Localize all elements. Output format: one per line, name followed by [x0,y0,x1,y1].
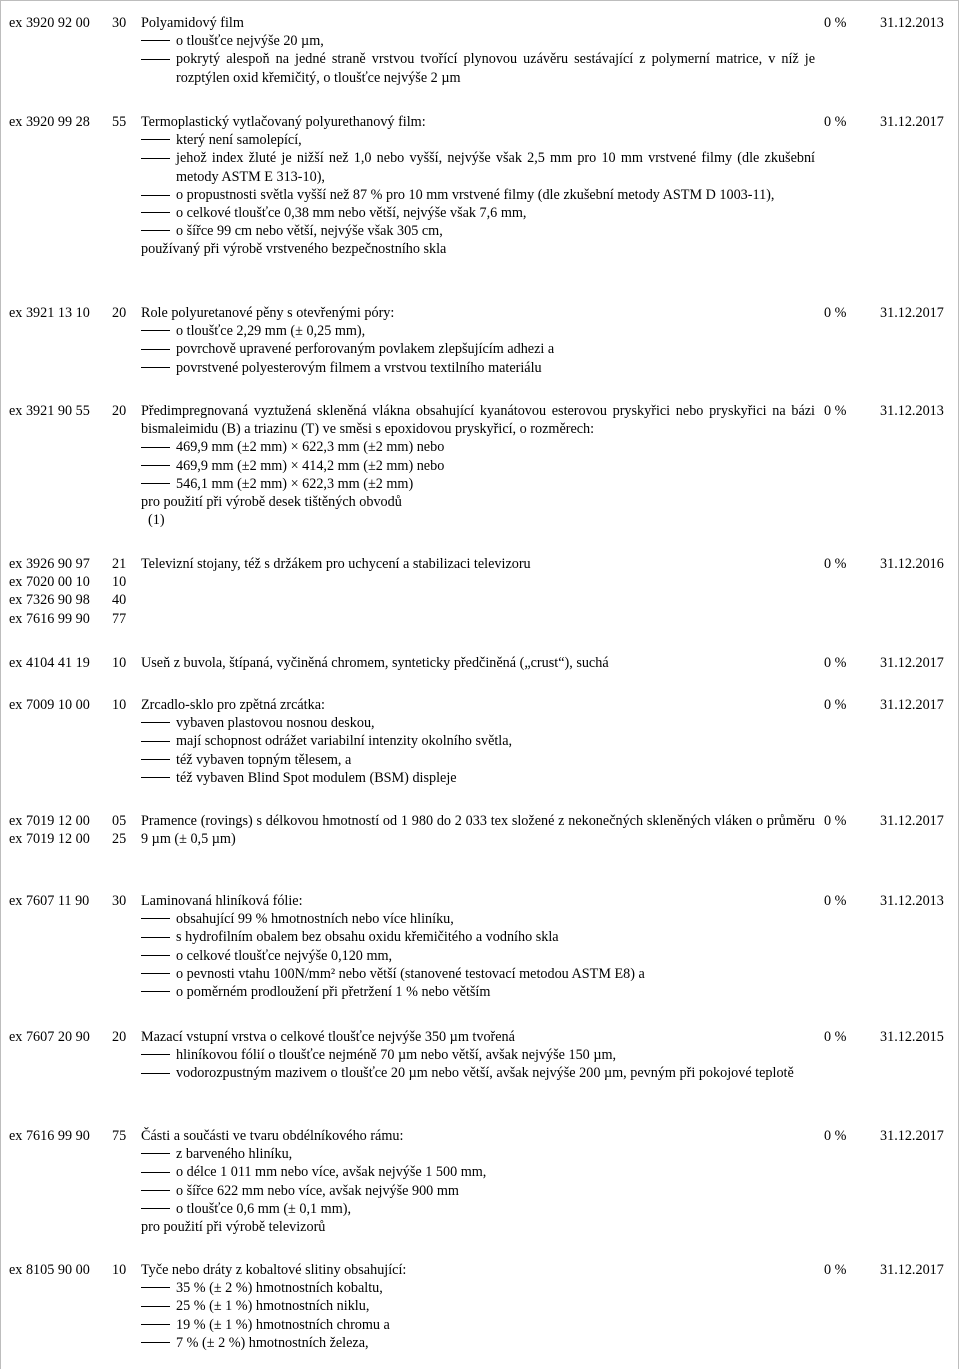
cn-code-cell [9,1028,107,1046]
description-item: o tloušťce 2,29 mm (± 0,25 mm), [141,322,815,340]
review-date: 31.12.2017 [880,655,944,671]
cn-code: ex 7019 12 00 [9,831,90,848]
description-cell [141,113,815,259]
review-date: 31.12.2017 [880,1262,944,1278]
taric-code: 20 [112,403,127,419]
cn-code: ex 7607 11 90 [9,893,90,909]
description-item: 546,1 mm (±2 mm) × 622,3 mm (±2 mm) [141,475,815,493]
description-cell [141,304,815,377]
taric-cell [112,113,134,131]
description-item: 25 % (± 1 %) hmotnostních niklu, [141,1297,815,1315]
dash-icon [141,1190,170,1191]
description-cell [141,892,815,1001]
description-title: Části a součásti ve tvaru obdélníkového rámu: [141,1128,404,1144]
description-item: 35 % (± 2 %) hmotnostních kobaltu, [141,1279,815,1297]
cn-code-cell [9,696,107,714]
cn-code-cell [9,14,107,32]
cn-code-cell [9,1127,107,1145]
dash-icon [141,483,170,484]
dash-icon [141,955,170,956]
review-date: 31.12.2013 [880,403,944,419]
taric-code: 30 [112,893,127,909]
review-date: 31.12.2017 [880,1128,944,1144]
description-item: o šířce 622 mm nebo více, avšak nejvýše 900 mm [141,1182,815,1200]
dash-icon [141,349,170,350]
description-item: pokrytý alespoň na jedné straně vrstvou tvořící plynovou uzávěru sestávající z polymerní matrice, v níž je rozptýlen oxid křemičitý, o tloušťce nejvýše 2 µm [141,50,815,86]
description-item: 19 % (± 1 %) hmotnostních chromu a [141,1316,815,1334]
taric-code: 10 [112,1262,127,1278]
dash-icon [141,59,170,60]
dash-icon [141,722,170,723]
description-cell [141,654,815,672]
description-item: vodorozpustným mazivem o tloušťce 20 µm nebo větší, avšak nejvýše 200 µm, pevným při pokojové teplotě [141,1064,815,1082]
description-item: z barveného hliníku, [141,1145,815,1163]
cn-code: ex 3926 90 97 [9,556,90,572]
description-footer: pro použití při výrobě televizorů [141,1219,326,1236]
description-item: též vybaven topným tělesem, a [141,751,815,769]
cn-code: ex 8105 90 00 [9,1262,90,1278]
description-cell [141,1127,815,1236]
description-title: Termoplastický vytlačovaný polyurethanový film: [141,114,426,130]
description-item: povrchově upravené perforovaným povlakem zlepšujícím adhezi a [141,340,815,358]
description-item: též vybaven Blind Spot modulem (BSM) displeje [141,769,815,787]
duty-rate: 0 % [824,697,847,713]
taric-code: 10 [112,574,127,591]
taric-cell [112,812,134,848]
description-item: o poměrném prodloužení při přetržení 1 % nebo větším [141,983,815,1001]
description-title: Tyče nebo dráty z kobaltové slitiny obsahující: [141,1262,407,1278]
review-date: 31.12.2017 [880,305,944,321]
dash-icon [141,1342,170,1343]
dash-icon [141,40,170,41]
cn-code-cell [9,555,107,628]
description-title: Předimpregnovaná vyztužená skleněná vlákna obsahující kyanátovou esterovou pryskyřici nebo pryskyřici na bázi bismaleimidu (B) a triazinu (T) ve směsi s epoxidovou pryskyřicí, o rozměrech: [141,403,815,438]
description-item: o tloušťce 0,6 mm (± 0,1 mm), [141,1200,815,1218]
footnote-reference: (1) [148,512,165,529]
dash-icon [141,1073,170,1074]
dash-icon [141,777,170,778]
cn-code: ex 4104 41 19 [9,655,90,671]
cn-code-cell [9,1261,107,1279]
taric-code: 25 [112,831,127,848]
description-cell [141,696,815,787]
cn-code: ex 7020 00 10 [9,574,90,591]
dash-icon [141,937,170,938]
dash-icon [141,1306,170,1307]
cn-code-cell [9,113,107,131]
dash-icon [141,759,170,760]
dash-icon [141,330,170,331]
duty-rate: 0 % [824,556,847,572]
description-title: Pramence (rovings) s délkovou hmotností od 1 980 do 2 033 tex složené z nekonečných skleněných vláken o průměru 9 µm (± 0,5 µm) [141,813,815,848]
description-title: Zrcadlo-sklo pro zpětná zrcátka: [141,697,325,713]
description-item: o celkové tloušťce nejvýše 0,120 mm, [141,947,815,965]
review-date: 31.12.2016 [880,556,944,572]
dash-icon [141,1054,170,1055]
review-date: 31.12.2017 [880,813,944,829]
cn-code-cell [9,304,107,322]
description-title: Laminovaná hliníková fólie: [141,893,303,909]
description-item: jehož index žluté je nižší než 1,0 nebo vyšší, nejvýše však 2,5 mm pro 10 mm vrstvené filmy (dle zkušební metody ASTM E 313-10), [141,149,815,185]
taric-code: 21 [112,556,127,572]
description-item: o pevnosti vtahu 100N/mm² nebo větší (stanovené testovací metodou ASTM E8) a [141,965,815,983]
cn-code-cell [9,654,107,672]
description-cell [141,1028,815,1083]
description-item: který není samolepící, [141,131,815,149]
duty-rate: 0 % [824,655,847,671]
taric-code: 05 [112,813,127,829]
description-title: Polyamidový film [141,15,244,31]
description-cell [141,14,815,87]
description-item: o celkové tloušťce 0,38 mm nebo větší, nejvýše však 7,6 mm, [141,204,815,222]
taric-code: 40 [112,592,127,609]
cn-code: ex 7009 10 00 [9,697,90,713]
description-item: povrstvené polyesterovým filmem a vrstvou textilního materiálu [141,359,815,377]
description-title: Mazací vstupní vrstva o celkové tloušťce nejvýše 350 µm tvořená [141,1029,515,1045]
taric-code: 10 [112,655,127,671]
duty-rate: 0 % [824,1029,847,1045]
review-date: 31.12.2013 [880,15,944,31]
review-date: 31.12.2015 [880,1029,944,1045]
taric-cell [112,1028,134,1046]
cn-code: ex 7019 12 00 [9,813,90,829]
taric-cell [112,402,134,420]
description-cell [141,555,815,573]
description-item: hliníkovou fólií o tloušťce nejméně 70 µm nebo větší, avšak nejvýše 150 µm, [141,1046,815,1064]
taric-cell [112,555,134,628]
duty-rate: 0 % [824,15,847,31]
cn-code: ex 3921 13 10 [9,305,90,321]
description-footer: pro použití při výrobě desek tištěných obvodů [141,494,402,511]
cn-code: ex 3921 90 55 [9,403,90,419]
taric-cell [112,696,134,714]
cn-code: ex 7326 90 98 [9,592,90,609]
taric-cell [112,1127,134,1145]
dash-icon [141,195,170,196]
duty-rate: 0 % [824,813,847,829]
taric-cell [112,304,134,322]
taric-code: 10 [112,697,127,713]
description-item: 7 % (± 2 %) hmotnostních železa, [141,1334,815,1352]
description-item: o tloušťce nejvýše 20 µm, [141,32,815,50]
taric-cell [112,892,134,910]
duty-rate: 0 % [824,403,847,419]
dash-icon [141,1287,170,1288]
cn-code-cell [9,892,107,910]
description-item: obsahující 99 % hmotnostních nebo více hliníku, [141,910,815,928]
cn-code: ex 7616 99 90 [9,1128,90,1144]
taric-code: 77 [112,610,127,627]
taric-code: 30 [112,15,127,31]
dash-icon [141,1153,170,1154]
description-title: Role polyuretanové pěny s otevřenými póry: [141,305,395,321]
dash-icon [141,230,170,231]
description-cell [141,812,815,848]
cn-code: ex 3920 99 28 [9,114,90,130]
dash-icon [141,1172,170,1173]
cn-code-cell [9,402,107,420]
duty-rate: 0 % [824,114,847,130]
taric-code: 75 [112,1128,127,1144]
taric-cell [112,1261,134,1279]
dash-icon [141,1324,170,1325]
dash-icon [141,918,170,919]
cn-code-cell [9,812,107,848]
taric-code: 20 [112,305,127,321]
dash-icon [141,1208,170,1209]
review-date: 31.12.2017 [880,114,944,130]
dash-icon [141,212,170,213]
description-item: 469,9 mm (±2 mm) × 622,3 mm (±2 mm) nebo [141,438,815,456]
description-item: o šířce 99 cm nebo větší, nejvýše však 305 cm, [141,222,815,240]
cn-code: ex 3920 92 00 [9,15,90,31]
description-item: o délce 1 011 mm nebo více, avšak nejvýše 1 500 mm, [141,1163,815,1181]
duty-rate: 0 % [824,1262,847,1278]
dash-icon [141,367,170,368]
review-date: 31.12.2017 [880,697,944,713]
description-cell [141,1261,815,1352]
taric-code: 20 [112,1029,127,1045]
duty-rate: 0 % [824,305,847,321]
duty-rate: 0 % [824,893,847,909]
duty-rate: 0 % [824,1128,847,1144]
dash-icon [141,158,170,159]
taric-cell [112,654,134,672]
description-item: s hydrofilním obalem bez obsahu oxidu křemičitého a vodního skla [141,928,815,946]
dash-icon [141,741,170,742]
description-cell [141,402,815,529]
description-item: mají schopnost odrážet variabilní intenzity okolního světla, [141,732,815,750]
taric-code: 55 [112,114,127,130]
description-item: vybaven plastovou nosnou deskou, [141,714,815,732]
dash-icon [141,447,170,448]
taric-cell [112,14,134,32]
dash-icon [141,465,170,466]
description-footer: používaný při výrobě vrstveného bezpečnostního skla [141,241,447,258]
cn-code: ex 7616 99 90 [9,610,90,627]
description-title: Useň z buvola, štípaná, vyčiněná chromem, synteticky předčiněná („crust“), suchá [141,655,609,671]
description-title: Televizní stojany, též s držákem pro uchycení a stabilizaci televizoru [141,556,531,572]
dash-icon [141,139,170,140]
dash-icon [141,991,170,992]
review-date: 31.12.2013 [880,893,944,909]
description-item: o propustnosti světla vyšší než 87 % pro 10 mm vrstvené filmy (dle zkušební metody ASTM D 1003-11), [141,186,815,204]
cn-code: ex 7607 20 90 [9,1029,90,1045]
description-item: 469,9 mm (±2 mm) × 414,2 mm (±2 mm) nebo [141,457,815,475]
dash-icon [141,973,170,974]
